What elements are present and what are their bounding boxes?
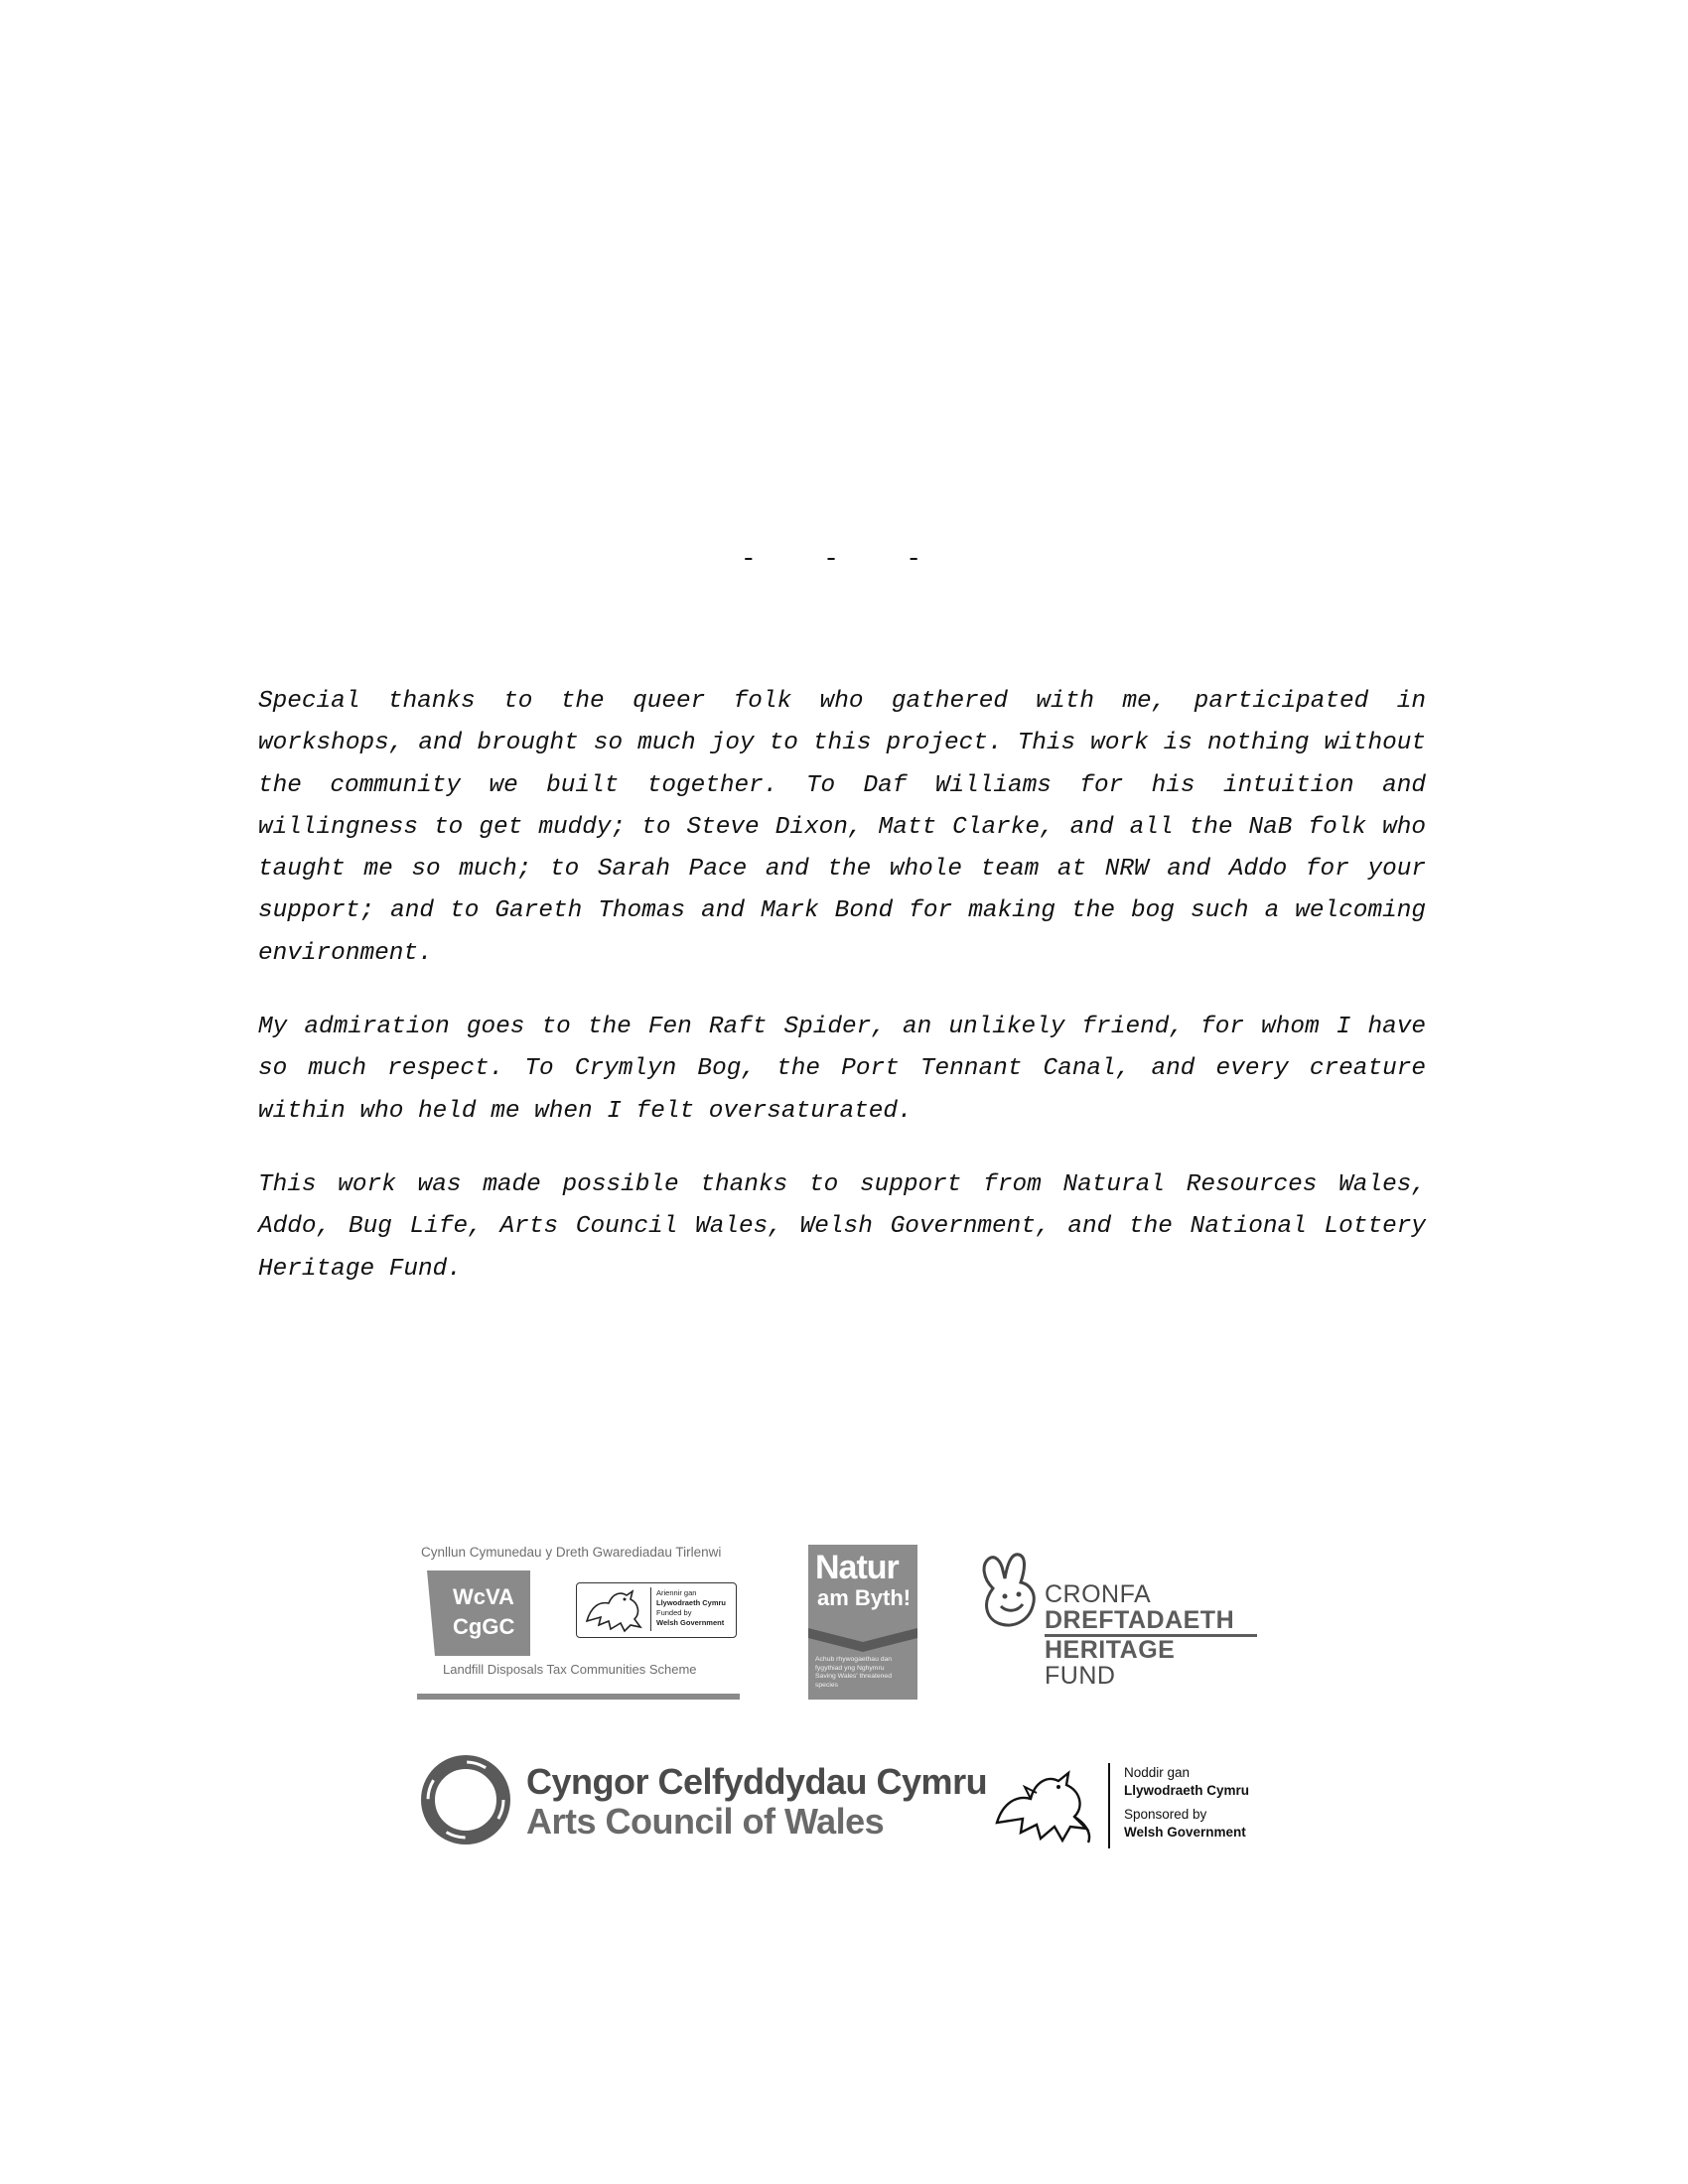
swirl-ring-icon [419,1753,512,1846]
paragraph-admiration: My admiration goes to the Fen Raft Spider, an unlikely friend, for whom I have so much respect. To Crymlyn Bog, the Port Tennant Canal, and every creature within who held me when I felt oversaturated. [258,1014,1426,1125]
wg-sponsored: Sponsored by [1124,1807,1207,1822]
natur-title: Natur [815,1549,899,1586]
ldtcs-logo [417,1545,740,1702]
wg-noddir: Noddir gan [1124,1765,1191,1780]
heritage-heritage: HERITAGE [1045,1636,1176,1664]
ldtcs-underline [417,1694,740,1700]
heritage-dreftadaeth: DREFTADAETH [1045,1606,1235,1634]
welsh-government-logo [989,1763,1267,1850]
paragraph-thanks: Special thanks to the queer folk who gathered with me, participated in workshops, and brought so much joy to this project. This work is nothing without the community we built together. To Daf Williams for his intuition and willingness to get muddy; to Steve Dixon, Matt Clarke, and all the NaB folk who taught me so much; to Sarah Pace and the whole team at NRW and Addo for your support; and to Gareth Thomas and Mark Bond for making the bog such a welcoming environment. [258,688,1426,967]
arts-council-english: Arts Council of Wales [526,1801,885,1842]
section-separator: - - - [740,544,947,574]
wg-divider [1108,1763,1110,1848]
heritage-cronfa: CRONFA [1045,1580,1152,1608]
natur-tagline: Achub rhywogaethau dan fygythiad yng Nghymru Saving Wales' threatened species [815,1656,893,1689]
dragon-icon [581,1585,650,1635]
ldtcs-wg-text: Ariennir gan Llywodraeth Cymru Funded by Welsh Government [656,1588,727,1627]
natur-am-byth-logo [808,1545,917,1700]
cggc-label: CgGC [453,1614,515,1639]
heritage-fund-logo [971,1545,1265,1700]
ldtcs-english-title: Landfill Disposals Tax Communities Scheme [443,1662,697,1677]
ldtcs-wg-box [576,1582,737,1638]
acknowledgements-text [258,681,1426,1322]
arts-council-welsh: Cyngor Celfyddydau Cymru [526,1761,988,1802]
divider-icon [650,1587,652,1631]
ldtcs-welsh-title: Cynllun Cymunedau y Dreth Gwarediadau Tirlenwi [421,1545,722,1560]
wcva-label: WcVA [453,1584,514,1609]
welsh-dragon-icon [989,1763,1098,1850]
wcva-shape-icon [427,1570,530,1656]
wg-welsh-government: Welsh Government [1124,1825,1246,1840]
wcva-badge [427,1570,530,1656]
paragraph-support: This work was made possible thanks to support from Natural Resources Wales, Addo, Bug Life, Arts Council Wales, Welsh Government, and the National Lottery Heritage Fund. [258,1170,1426,1283]
arts-council-logo [419,1753,988,1848]
chevron-band-icon [808,1628,917,1652]
heritage-fund: FUND [1045,1662,1116,1690]
natur-subtitle: am Byth! [817,1585,912,1610]
crossed-fingers-icon [971,1549,1045,1632]
wg-llywodraeth: Llywodraeth Cymru [1124,1783,1250,1798]
